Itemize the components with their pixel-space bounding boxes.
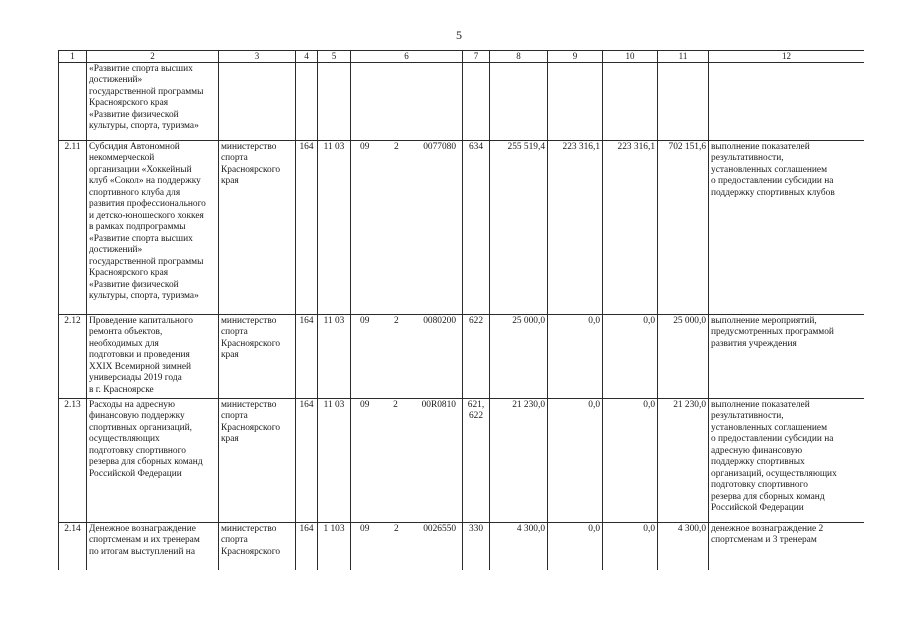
value-year-2: 223 316,1	[562, 141, 600, 152]
code-part: 09	[360, 141, 370, 152]
grbs-code-cell	[296, 140, 318, 314]
expected-result-cell	[709, 522, 865, 570]
value-year-2-cell	[548, 522, 603, 570]
value-year-1: 255 519,4	[507, 141, 545, 152]
ministry: министерство спорта Красноярского края	[221, 399, 281, 445]
target-article-parts	[353, 400, 460, 411]
code-part: 0026550	[423, 523, 456, 534]
row-number: 2.14	[64, 523, 81, 534]
column-number-row	[59, 51, 865, 63]
row-number-cell	[59, 62, 87, 140]
value-year-3-cell	[603, 140, 658, 314]
ministry-cell	[219, 314, 296, 398]
value-year-2-cell	[548, 314, 603, 398]
measure-name: Проведение капитального ремонта объектов, необходимых для подготовки и проведения XXIX Всемирной зимней универсиады 2019 года в г. Красноярске	[89, 315, 193, 395]
value-total-cell	[658, 314, 709, 398]
grbs-code: 164	[299, 315, 314, 326]
value-total: 21 230,0	[673, 399, 706, 410]
table-row	[59, 398, 865, 522]
grbs-code-cell	[296, 314, 318, 398]
value-year-1: 21 230,0	[512, 399, 545, 410]
value-year-3-cell	[603, 314, 658, 398]
budget-table-frame	[58, 50, 864, 570]
table-row	[59, 522, 865, 570]
section-code: 11 03	[323, 315, 345, 326]
grbs-code: 164	[299, 141, 314, 152]
value-total: 4 300,0	[677, 523, 706, 534]
section-code-cell	[318, 140, 351, 314]
row-number: 2.13	[64, 399, 81, 410]
value-year-2: 0,0	[588, 315, 600, 326]
code-part: 2	[393, 315, 399, 326]
target-article-code-cell	[351, 314, 463, 398]
grbs-code-cell	[296, 62, 318, 140]
table-row	[59, 140, 865, 314]
column-header: 6	[351, 51, 463, 63]
section-code-cell	[318, 398, 351, 522]
measure-name: Денежное вознаграждение спортсменам и их тренерам по итогам выступлений на	[89, 523, 200, 557]
column-header: 9	[548, 51, 603, 63]
section-code: 11 03	[323, 141, 345, 152]
measure-name-cell	[87, 398, 219, 522]
code-part: 09	[360, 523, 370, 534]
grbs-code: 164	[299, 399, 314, 410]
code-part: 00R0810	[421, 399, 456, 410]
value-year-1: 25 000,0	[512, 315, 545, 326]
grbs-code-cell	[296, 522, 318, 570]
column-header: 3	[219, 51, 296, 63]
measure-name-cell	[87, 314, 219, 398]
column-header: 1	[59, 51, 87, 63]
value-year-3: 0,0	[643, 315, 655, 326]
code-part: 2	[393, 141, 399, 152]
column-header: 11	[658, 51, 709, 63]
target-article-code-cell	[351, 522, 463, 570]
row-number: 2.12	[64, 315, 81, 326]
expected-result-cell	[709, 140, 865, 314]
expense-type-code: 621, 622	[467, 399, 485, 422]
value-year-1-cell	[490, 398, 548, 522]
section-code: 1 103	[323, 523, 345, 534]
code-part: 2	[393, 523, 399, 534]
column-header: 7	[463, 51, 490, 63]
expense-type-code-cell	[463, 62, 490, 140]
expected-result-cell	[709, 314, 865, 398]
value-year-1-cell	[490, 522, 548, 570]
value-year-3-cell	[603, 62, 658, 140]
column-header: 2	[87, 51, 219, 63]
ministry-cell	[219, 140, 296, 314]
value-year-3: 223 316,1	[617, 141, 655, 152]
budget-table	[58, 50, 864, 570]
measure-name-cell	[87, 62, 219, 140]
expected-result-cell	[709, 398, 865, 522]
table-row	[59, 62, 865, 140]
column-header: 10	[603, 51, 658, 63]
ministry-cell	[219, 398, 296, 522]
measure-name-cell	[87, 140, 219, 314]
column-header: 5	[318, 51, 351, 63]
code-part: 0077080	[423, 141, 456, 152]
ministry-cell	[219, 62, 296, 140]
target-article-code-cell	[351, 398, 463, 522]
target-article-parts	[353, 524, 460, 535]
column-header: 8	[490, 51, 548, 63]
row-number-cell	[59, 140, 87, 314]
section-code: 11 03	[323, 399, 345, 410]
section-code-cell	[318, 62, 351, 140]
row-number-cell	[59, 314, 87, 398]
value-year-1-cell	[490, 314, 548, 398]
value-total-cell	[658, 62, 709, 140]
measure-name: Субсидия Автономной некоммерческой организации «Хоккейный клуб «Сокол» на поддержку спортивного клуба для развития профессионального и детско-юношеского хоккея в рамках подпрограммы «Развитие спорта высших достижений» государственной программы Красноярского края «Развитие физической культуры, спорта, туризма»	[89, 141, 206, 302]
expected-result: денежное вознаграждение 2 спортсменам и 3 тренерам	[711, 523, 824, 546]
target-article-code-cell	[351, 62, 463, 140]
code-part: 09	[360, 315, 370, 326]
expense-type-code: 622	[468, 315, 484, 326]
page-number: 5	[456, 28, 462, 42]
expected-result-cell	[709, 62, 865, 140]
expense-type-code: 330	[468, 523, 484, 534]
value-total: 25 000,0	[673, 315, 706, 326]
code-part: 0080200	[423, 315, 456, 326]
table-body	[59, 62, 865, 570]
value-year-2-cell	[548, 62, 603, 140]
column-header: 12	[709, 51, 865, 63]
section-code-cell	[318, 314, 351, 398]
code-part: 2	[393, 399, 398, 410]
ministry: министерство спорта Красноярского	[221, 523, 281, 557]
value-year-1: 4 300,0	[516, 523, 545, 534]
value-total-cell	[658, 522, 709, 570]
value-total-cell	[658, 140, 709, 314]
row-number-cell	[59, 522, 87, 570]
row-number: 2.11	[64, 141, 81, 152]
ministry: министерство спорта Красноярского края	[221, 141, 281, 187]
target-article-parts	[353, 142, 460, 153]
code-part: 09	[360, 399, 370, 410]
expense-type-code-cell	[463, 398, 490, 522]
target-article-code-cell	[351, 140, 463, 314]
column-header: 4	[296, 51, 318, 63]
value-year-3: 0,0	[643, 399, 655, 410]
section-code-cell	[318, 522, 351, 570]
value-year-3-cell	[603, 522, 658, 570]
expense-type-code-cell	[463, 140, 490, 314]
table-row	[59, 314, 865, 398]
expected-result: выполнение показателей результативности, установленных соглашением о предоставлении субсидии на адресную финансовую поддержку спортивных организаций, осуществляющих подготовку спортивного резерва для сборных команд Российской Федерации	[711, 399, 837, 514]
value-year-2-cell	[548, 140, 603, 314]
value-year-1-cell	[490, 62, 548, 140]
ministry-cell	[219, 522, 296, 570]
value-year-3: 0,0	[643, 523, 655, 534]
value-total-cell	[658, 398, 709, 522]
expense-type-code: 634	[468, 141, 484, 152]
value-total: 702 151,6	[668, 141, 706, 152]
value-year-3-cell	[603, 398, 658, 522]
value-year-2-cell	[548, 398, 603, 522]
expense-type-code-cell	[463, 522, 490, 570]
target-article-parts	[353, 316, 460, 327]
ministry: министерство спорта Красноярского края	[221, 315, 281, 361]
value-year-2: 0,0	[588, 523, 600, 534]
expense-type-code-cell	[463, 314, 490, 398]
measure-name: Расходы на адресную финансовую поддержку спортивных организаций, осуществляющих подготовку спортивного резерва для сборных команд Российской Федерации	[89, 399, 203, 479]
grbs-code-cell	[296, 398, 318, 522]
expected-result: выполнение мероприятий, предусмотренных программой развития учреждения	[711, 315, 834, 349]
measure-name-cell	[87, 522, 219, 570]
grbs-code: 164	[299, 523, 314, 534]
value-year-2: 0,0	[588, 399, 600, 410]
measure-name: «Развитие спорта высших достижений» государственной программы Красноярского края «Развитие физической культуры, спорта, туризма»	[89, 63, 204, 132]
value-year-1-cell	[490, 140, 548, 314]
expected-result: выполнение показателей результативности, установленных соглашением о предоставлении субсидии на поддержку спортивных клубов	[711, 141, 835, 198]
row-number-cell	[59, 398, 87, 522]
